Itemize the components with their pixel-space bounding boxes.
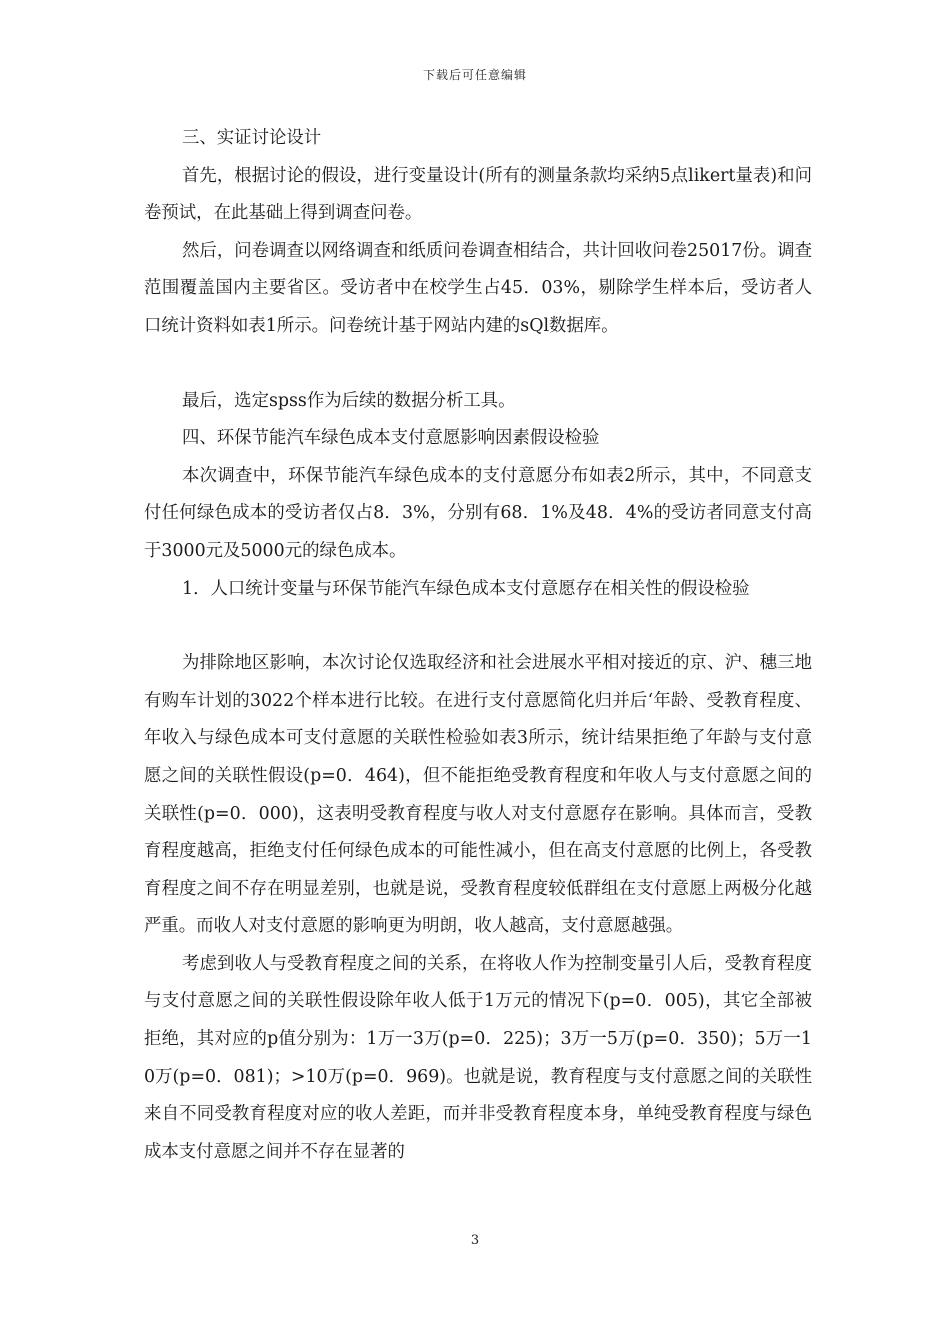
paragraph-analysis-tool: 最后，选定spss作为后续的数据分析工具。 (182, 390, 516, 411)
section-heading-4: 四、环保节能汽车绿色成本支付意愿影响因素假设检验 (182, 428, 600, 449)
paragraph-region-sample: 为排除地区影响，本次讨论仅选取经济和社会进展水平相对接近的京、沪、穗三地有购车计划的3022个样本进行比较。在进行支付意愿简化归并后‘年龄、受教育程度、年收入与绿色成本可支付意愿的关联性检验如表3所示，统计结果拒绝了年龄与支付意愿之间的关联性假设(p=0．464)，但不能拒绝受教育程度和年收人与支付意愿之间的关联性(p=0．000)，这表明受教育程度与收人对支付意愿存在影响。具体而言，受教育程度越高，拒绝支付任何绿色成本的可能性减小，但在高支付意愿的比例上，各受教育程度之间不存在明显差别，也就是说，受教育程度较低群组在支付意愿上两极分化越严重。而收人对支付意愿的影响更为明朗，收人越高，支付意愿越强。 (144, 653, 812, 937)
section-heading-3: 三、实证讨论设计 (182, 128, 322, 148)
page-number: 3 (470, 1233, 480, 1248)
paragraph-survey: 然后，问卷调查以网络调查和纸质问卷调查相结合，共计回收问卷25017份。调查范围覆盖国内主要省区。受访者中在校学生占45．03%，剔除学生样本后，受访者人口统计资料如表1所示。问卷统计基于网站内建的sQl数据库。 (144, 240, 812, 336)
paragraph-income-control: 考虑到收人与受教育程度之间的关系，在将收人作为控制变量引人后，受教育程度与支付意愿之间的关联性假设除年收人低于1万元的情况下(p=0．005)，其它全部被拒绝，其对应的p值分别为：1万一3万(p=0．225)；3万一5万(p=0．350)；5万一10万(p=0．081)；>10万(p=0．969)。也就是说，教育程度与支付意愿之间的关联性来自不同受教育程度对应的收人差距，而并非受教育程度本身，单纯受教育程度与绿色成本支付意愿之间并不存在显著的 (144, 953, 812, 1162)
paragraph-variable-design: 首先，根据讨论的假设，进行变量设计(所有的测量条款均采纳5点likert量表)和问卷预试，在此基础上得到调查问卷。 (144, 165, 812, 224)
page-header: 下载后可任意编辑 (422, 68, 527, 82)
subsection-heading-1: 1．人口统计变量与环保节能汽车绿色成本支付意愿存在相关性的假设检验 (182, 578, 750, 599)
body-text (144, 120, 812, 1171)
paragraph-willingness-distribution: 本次调查中，环保节能汽车绿色成本的支付意愿分布如表2所示，其中，不同意支付任何绿色成本的受访者仅占8．3%，分别有68．1%及48．4%的受访者同意支付高于3000元及5000元的绿色成本。 (144, 465, 812, 561)
